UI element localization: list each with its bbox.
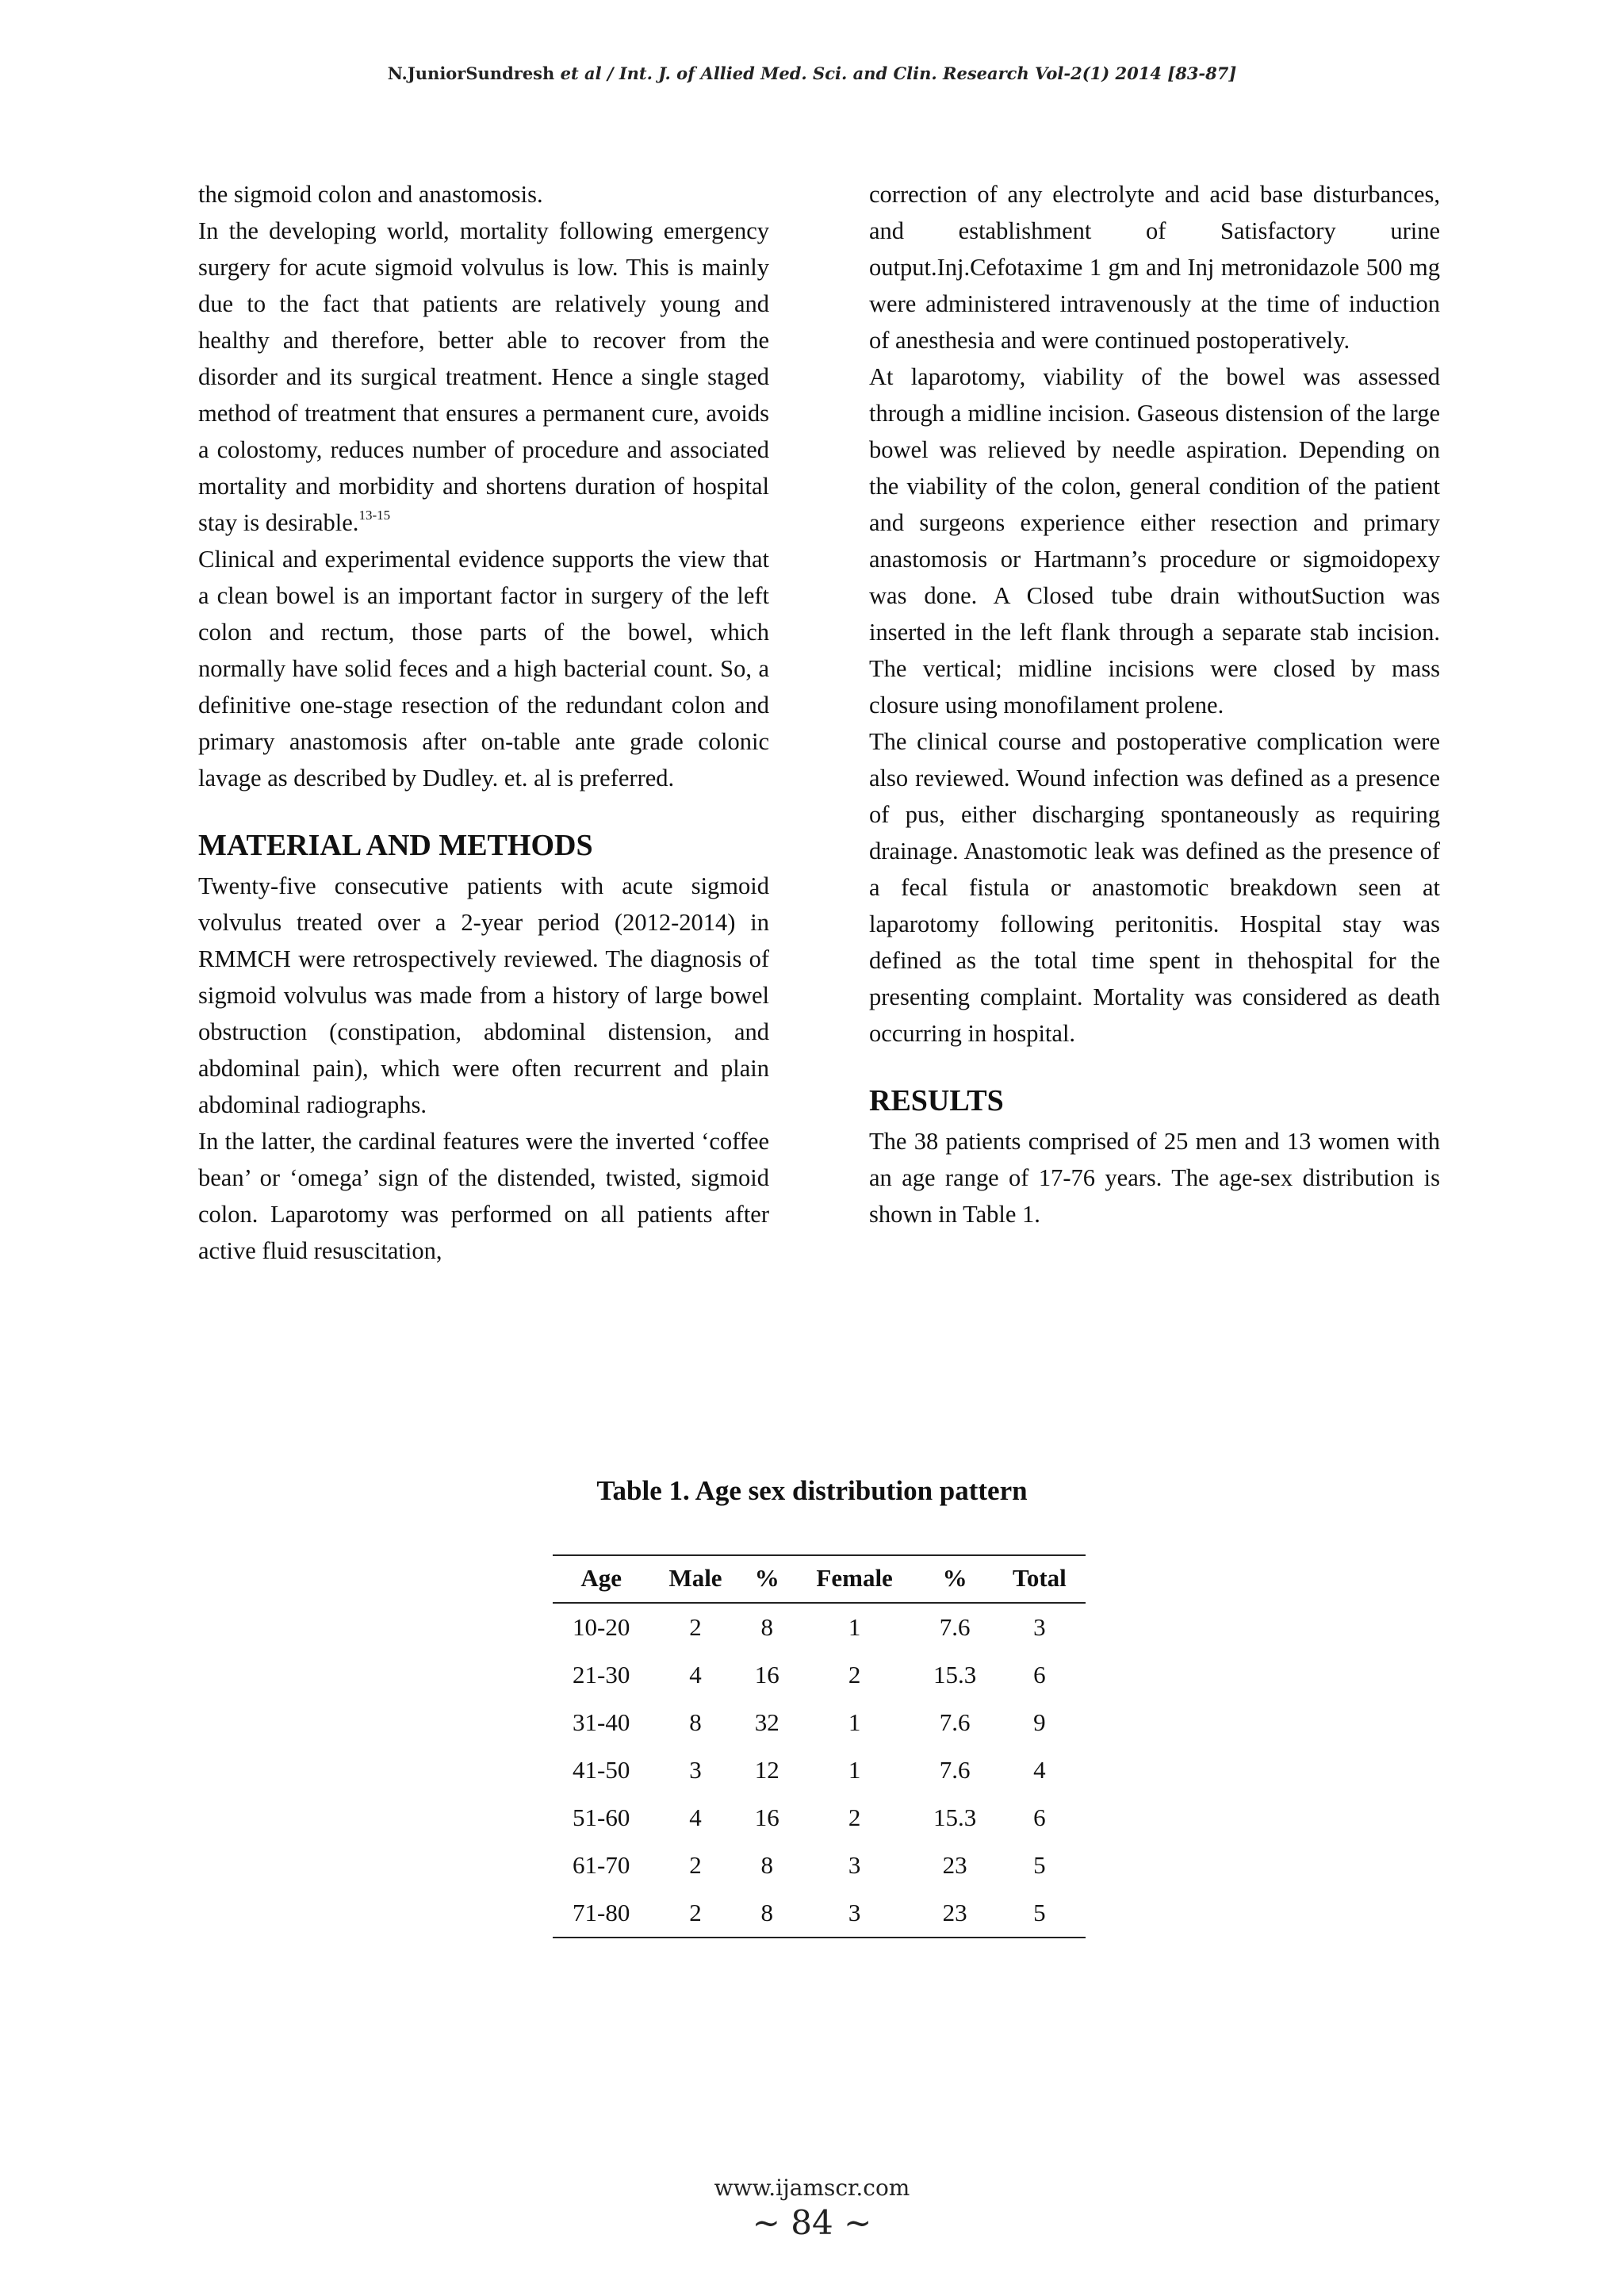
table-header-row bbox=[553, 1555, 1086, 1603]
table-cell: 15.3 bbox=[933, 1661, 977, 1688]
paragraph bbox=[198, 213, 769, 541]
table-row bbox=[553, 1889, 1086, 1938]
paragraph-text: In the developing world, mortality following emergency surgery for acute sigmoid volvulus is low. This is mainly due to the fact that patients are relatively young and healthy and therefore, better able to recover from the disorder and its surgical treatment. Hence a single staged method of treatment that ensures a permanent cure, avoids a colostomy, reduces number of procedure and associated mortality and morbidity and shortens duration of hospital stay is desirable. bbox=[198, 217, 769, 536]
column-header: Male bbox=[649, 1555, 741, 1603]
paragraph: correction of any electrolyte and acid base disturbances, and establishment of Satisfactory urine output.Inj.Cefotaxime 1 gm and Inj metronidazole 500 mg were administered intravenously at the time of induction of anesthesia and were continued postoperatively. bbox=[869, 181, 1440, 354]
table-cell: 4 bbox=[689, 1661, 702, 1688]
table-row bbox=[553, 1746, 1086, 1794]
table-cell: 10-20 bbox=[573, 1613, 630, 1641]
table-cell: 71-80 bbox=[553, 1889, 649, 1938]
paragraph: Twenty-five consecutive patients with acute sigmoid volvulus treated over a 2-year period (2012-2014) in RMMCH were retrospectively reviewed. The diagnosis of sigmoid volvulus was made from a history of large bowel obstruction (constipation, abdominal distension, and abdominal pain), which were often recurrent and plain abdominal radiographs. bbox=[198, 872, 769, 1118]
reference-superscript: 13-15 bbox=[358, 508, 391, 523]
table-cell: 8 bbox=[689, 1708, 702, 1736]
table-cell: 12 bbox=[754, 1756, 779, 1784]
table-cell: 7.6 bbox=[939, 1613, 971, 1641]
table-cell: 5 bbox=[994, 1889, 1086, 1938]
section-heading-methods: MATERIAL AND METHODS bbox=[198, 829, 593, 862]
table-cell: 3 bbox=[689, 1756, 702, 1784]
table-cell: 7.6 bbox=[939, 1756, 971, 1784]
table-cell: 4 bbox=[1033, 1756, 1046, 1784]
table-cell: 2 bbox=[848, 1661, 861, 1688]
age-sex-table bbox=[553, 1554, 1086, 1938]
column-header: Total bbox=[994, 1555, 1086, 1603]
table-row bbox=[553, 1651, 1086, 1699]
table-cell: 23 bbox=[942, 1851, 967, 1879]
footer-url: www.ijamscr.com bbox=[714, 2175, 910, 2201]
table-cell: 9 bbox=[1033, 1708, 1046, 1736]
section-heading-results: RESULTS bbox=[869, 1084, 1004, 1117]
table-cell: 2 bbox=[689, 1613, 702, 1641]
running-header bbox=[0, 63, 1624, 83]
table-cell: 61-70 bbox=[573, 1851, 630, 1879]
table-cell: 8 bbox=[760, 1851, 773, 1879]
table-row bbox=[553, 1699, 1086, 1746]
column-header: Age bbox=[553, 1555, 649, 1603]
table-cell: 15.3 bbox=[933, 1803, 977, 1831]
paragraph: The clinical course and postoperative complication were also reviewed. Wound infection was defined as a presence of pus, either discharging spontaneously as requiring drainage. Anastomotic leak was defined as the presence of a fecal fistula or anastomotic breakdown seen at laparotomy following peritonitis. Hospital stay was defined as the total time spent in thehospital for the presenting complaint. Mortality was considered as death occurring in hospital. bbox=[869, 728, 1440, 1047]
table-cell: 51-60 bbox=[573, 1803, 630, 1831]
table-row bbox=[553, 1794, 1086, 1842]
table-cell: 3 bbox=[793, 1889, 917, 1938]
table-cell: 3 bbox=[1033, 1613, 1046, 1641]
table-cell: 2 bbox=[649, 1889, 741, 1938]
table-caption: Table 1. Age sex distribution pattern bbox=[596, 1475, 1028, 1506]
paragraph: the sigmoid colon and anastomosis. bbox=[198, 181, 543, 208]
header-journal: et al / Int. J. of Allied Med. Sci. and Clin. Research Vol-2(1) 2014 [83-87] bbox=[560, 63, 1237, 83]
table-cell: 5 bbox=[1033, 1851, 1046, 1879]
table-cell: 6 bbox=[1033, 1661, 1046, 1688]
right-column bbox=[869, 176, 1440, 1232]
paragraph: The 38 patients comprised of 25 men and 13 women with an age range of 17-76 years. The age-sex distribution is shown in Table 1. bbox=[869, 1128, 1440, 1228]
table-cell: 23 bbox=[917, 1889, 994, 1938]
column-header: % bbox=[741, 1555, 793, 1603]
table-cell: 3 bbox=[848, 1851, 861, 1879]
table-cell: 16 bbox=[754, 1661, 779, 1688]
table-cell: 1 bbox=[848, 1708, 861, 1736]
table-cell: 8 bbox=[741, 1889, 793, 1938]
table-row bbox=[553, 1603, 1086, 1651]
column-header: % bbox=[917, 1555, 994, 1603]
table-cell: 1 bbox=[848, 1613, 861, 1641]
header-authors: N.JuniorSundresh bbox=[387, 63, 555, 83]
table-cell: 6 bbox=[1033, 1803, 1046, 1831]
table-cell: 16 bbox=[754, 1803, 779, 1831]
left-column bbox=[198, 176, 769, 1269]
table-cell: 41-50 bbox=[573, 1756, 630, 1784]
column-header: Female bbox=[793, 1555, 917, 1603]
table-row bbox=[553, 1842, 1086, 1889]
table-cell: 32 bbox=[754, 1708, 779, 1736]
table-cell: 7.6 bbox=[939, 1708, 971, 1736]
page-number: ~ 84 ~ bbox=[752, 2203, 872, 2242]
table-cell: 4 bbox=[689, 1803, 702, 1831]
table-cell: 2 bbox=[848, 1803, 861, 1831]
paragraph: At laparotomy, viability of the bowel was assessed through a midline incision. Gaseous distension of the large bowel was relieved by needle aspiration. Depending on the viability of the colon, general condition of the patient and surgeons experience either resection and primary anastomosis or Hartmann’s procedure or sigmoidopexy was done. A Closed tube drain withoutSuction was inserted in the left flank through a separate stab incision. The vertical; midline incisions were closed by mass closure using monofilament prolene. bbox=[869, 363, 1440, 719]
table-cell: 21-30 bbox=[573, 1661, 630, 1688]
paragraph: Clinical and experimental evidence supports the view that a clean bowel is an important factor in surgery of the left colon and rectum, those parts of the bowel, which normally have solid feces and a high bacterial count. So, a definitive one-stage resection of the redundant colon and primary anastomosis after on-table ante grade colonic lavage as described by Dudley. et. al is preferred. bbox=[198, 546, 769, 792]
table-cell: 8 bbox=[760, 1613, 773, 1641]
table-cell: 2 bbox=[689, 1851, 702, 1879]
table-cell: 1 bbox=[848, 1756, 861, 1784]
table-cell: 31-40 bbox=[573, 1708, 630, 1736]
paragraph: In the latter, the cardinal features were the inverted ‘coffee bean’ or ‘omega’ sign of the distended, twisted, sigmoid colon. Laparotomy was performed on all patients after active fluid resuscitation, bbox=[198, 1128, 769, 1264]
